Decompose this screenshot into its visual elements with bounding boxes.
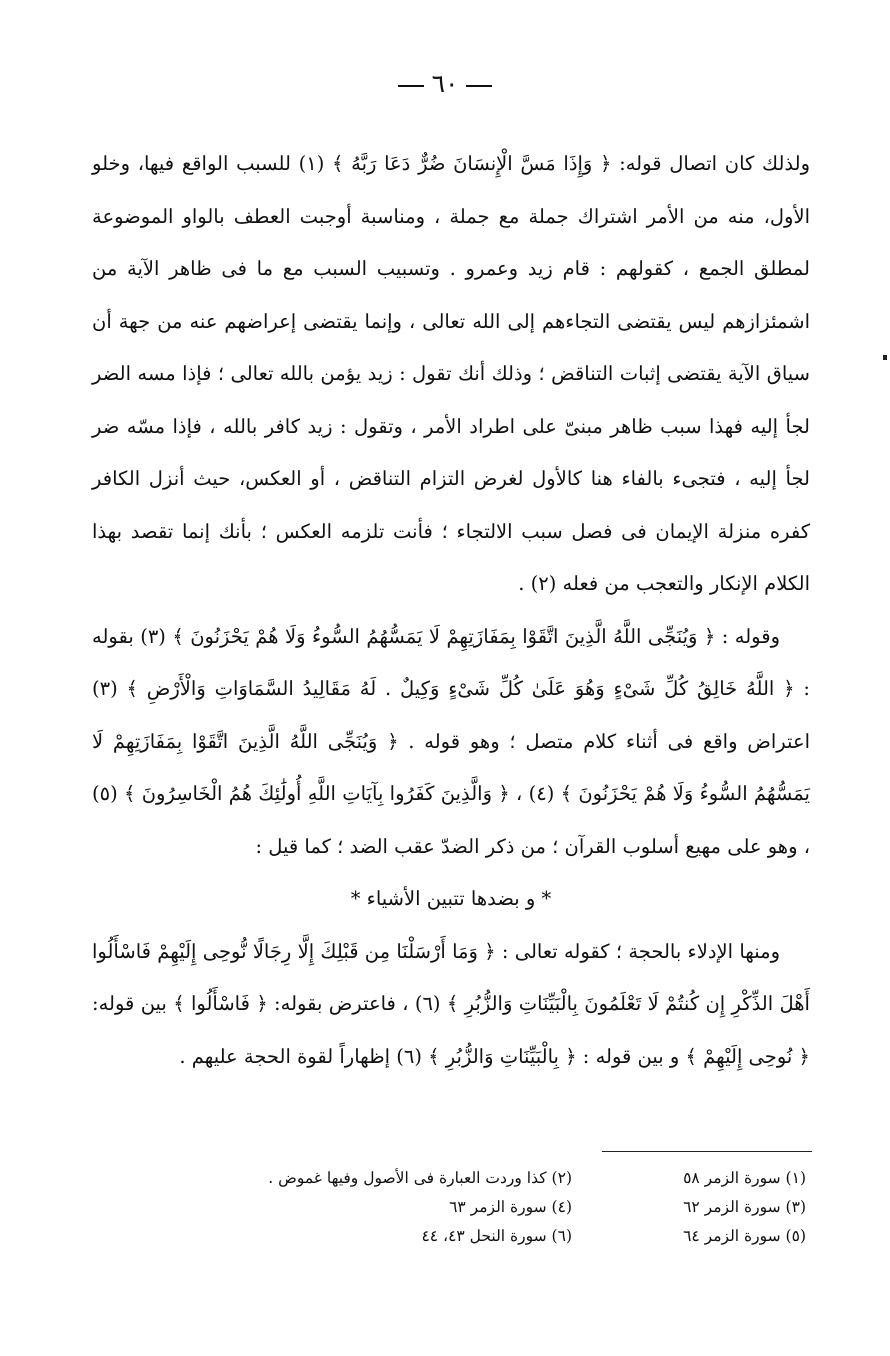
footnotes-separator (602, 1151, 812, 1152)
footnote-6: (٦) سورة النحل ٤٣، ٤٤ (421, 1227, 572, 1245)
footnote-5: (٥) سورة الزمر ٦٤ (683, 1227, 806, 1245)
paragraph-3: ومنها الإدلاء بالحجة ؛ كقوله تعالى : ﴿ وَمَا أَرْسَلْنَا مِن قَبْلِكَ إِلَّا رِجَالًا نُّوحِى إِلَيْهِمْ فَاسْأَلُوا أَهْلَ الذِّكْرِ إِن كُنتُمْ لَا تَعْلَمُونَ بِالْبَيِّنَاتِ وَالزُّبُرِ ﴾ (٦) ، فاعترض بقوله: ﴿ فَاسْأَلُوا ﴾ بين قوله: ﴿ نُوحِى إِلَيْهِمْ ﴾ و بين قوله : ﴿ بِالْبَيِّنَاتِ وَالزُّبُرِ ﴾ (٦) إظهاراً لقوة الحجة عليهم . (92, 939, 810, 1068)
footnote-row (92, 1222, 810, 1251)
footnotes (92, 1164, 810, 1251)
footnote-2: (٢) كذا وردت العبارة فى الأصول وفيها غموض . (268, 1169, 572, 1187)
footnote-4: (٤) سورة الزمر ٦٣ (449, 1198, 572, 1216)
footnote-row (92, 1193, 810, 1222)
page-number-header (0, 66, 890, 102)
page-edge-mark (883, 355, 887, 360)
dash-right (398, 85, 424, 87)
paragraph-1: ولذلك كان اتصال قوله: ﴿ وَإِذَا مَسَّ الْإِنسَانَ ضُرٌّ دَعَا رَبَّهُ ﴾ (١) للسبب الواقع فيها، وخلو الأول، منه من الأمر اشتراك جملة مع جملة ، ومناسبة أوجبت العطف بالواو الموضوعة لمطلق الجمع ، كقولهم : قام زيد وعمرو . وتسبيب السبب مع ما فى ظاهر الآية من اشمئزازهم ليس يقتضى التجاءهم إلى الله تعالى ، وإنما يقتضى إعراضهم عنه من جهة أن سياق الآية يقتضى إثبات التناقض ؛ وذلك أنك تقول : زيد يؤمن بالله تعالى ؛ فإذا مسه الضر لجأ إليه فهذا سبب ظاهر مبنىّ على اطراد الأمر ، وتقول : زيد كافر بالله ، فإذا مسّه ضر لجأ إليه ، فتجىء بالفاء هنا كالأول لغرض التزام التناقض ، أو العكس، حيث أنزل الكافر كفره منزلة الإيمان فى فصل سبب الالتجاء ؛ فأنت تلزمه العكس ؛ بأنك إنما تقصد بهذا الكلام الإنكار والتعجب من فعله (٢) . (92, 152, 811, 595)
verse-line: * و بضدها تتبين الأشياء * (350, 887, 552, 910)
footnote-1: (١) سورة الزمر ٥٨ (683, 1169, 806, 1187)
paragraph-2: وقوله : ﴿ وَيُنَجِّى اللَّهُ الَّذِينَ اتَّقَوْا بِمَفَازَتِهِمْ لَا يَمَسُّهُمُ السُّوءُ وَلَا هُمْ يَحْزَنُونَ ﴾ (٣) بقوله : ﴿ اللَّهُ خَالِقُ كُلِّ شَىْءٍ وَهُوَ عَلَىٰ كُلِّ شَىْءٍ وَكِيلٌ . لَهُ مَقَالِيدُ السَّمَاوَاتِ وَالْأَرْضِ ﴾ (٣) اعتراض واقع فى أثناء كلام متصل ؛ وهو قوله . ﴿ وَيُنَجِّى اللَّهُ الَّذِينَ اتَّقَوْا بِمَفَازَتِهِمْ لَا يَمَسُّهُمُ السُّوءُ وَلَا هُمْ يَحْزَنُونَ ﴾ (٤) ، ﴿ وَالَّذِينَ كَفَرُوا بِآيَاتِ اللَّهِ أُولَٰئِكَ هُمُ الْخَاسِرُونَ ﴾ (٥) ، وهو على مهيع أسلوب القرآن ؛ من ذكر الضدّ عقب الضد ؛ كما قيل : (92, 624, 810, 858)
page-number: ٦٠ (431, 69, 459, 98)
dash-left (466, 85, 492, 87)
footnote-3: (٣) سورة الزمر ٦٢ (683, 1198, 806, 1216)
main-text (92, 138, 810, 1083)
footnote-row (92, 1164, 810, 1193)
